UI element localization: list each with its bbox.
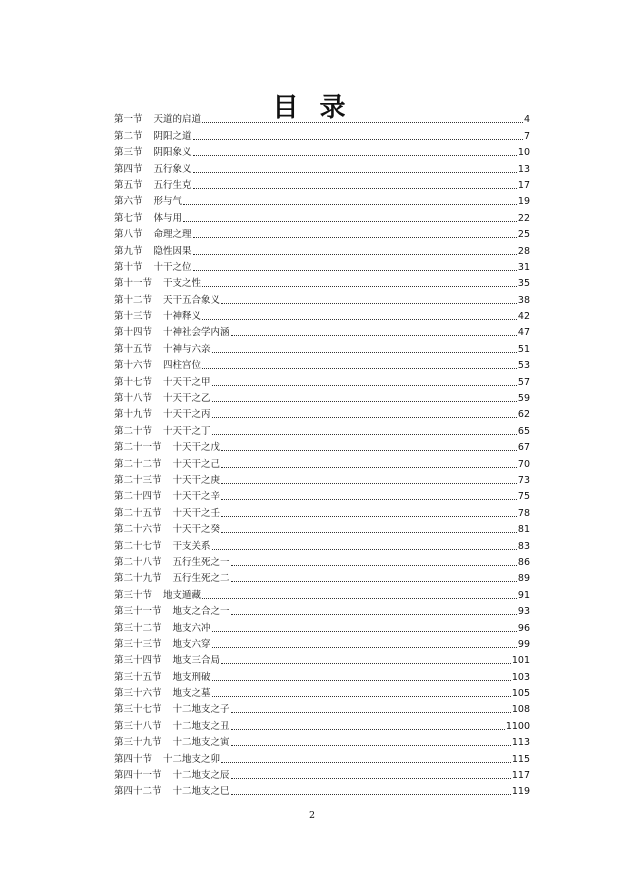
toc-section-number: 第三十八节	[114, 720, 162, 732]
toc-heading: 四柱宫位	[163, 360, 202, 372]
toc-page-number: 7	[523, 130, 530, 142]
toc-page-number: 113	[511, 737, 530, 749]
toc-entry[interactable]	[114, 651, 530, 667]
toc-dot-leader	[202, 368, 517, 369]
toc-entry[interactable]	[114, 339, 530, 355]
toc-page-number: 75	[517, 491, 530, 503]
toc-page-number: 13	[517, 163, 530, 175]
toc-page-number: 93	[517, 606, 530, 618]
toc-entry[interactable]	[114, 307, 530, 323]
toc-heading: 十天干之戊	[172, 442, 221, 454]
toc-section-number: 第三十七节	[114, 704, 162, 716]
toc-section-number: 第四十一节	[114, 770, 162, 782]
toc-heading: 体与用	[153, 212, 183, 224]
toc-page-number: 78	[517, 507, 530, 519]
toc-section-number: 第三十一节	[114, 606, 162, 618]
toc-heading: 地支六穿	[172, 638, 211, 650]
toc-section-number: 第三十二节	[114, 622, 162, 634]
toc-dot-leader	[212, 549, 517, 550]
toc-entry[interactable]	[114, 635, 530, 651]
toc-entry[interactable]	[114, 487, 530, 503]
toc-page-number: 47	[517, 327, 530, 339]
toc-page-number: 89	[517, 573, 530, 585]
toc-entry[interactable]	[114, 143, 530, 159]
toc-entry[interactable]	[114, 225, 530, 241]
toc-section-number: 第一节	[114, 114, 143, 126]
toc-heading: 地支之合之一	[172, 606, 230, 618]
toc-heading: 阴阳之道	[153, 130, 192, 142]
toc-page-number: 81	[517, 524, 530, 536]
toc-page-number: 105	[511, 688, 530, 700]
toc-dot-leader	[221, 499, 517, 500]
toc-dot-leader	[212, 401, 517, 402]
toc-entry[interactable]	[114, 471, 530, 487]
toc-page-number: 22	[517, 212, 530, 224]
toc-section-number: 第八节	[114, 229, 143, 241]
toc-entry[interactable]	[114, 356, 530, 372]
toc-section-number: 第五节	[114, 179, 143, 191]
toc-heading: 地支之墓	[172, 688, 211, 700]
toc-page-number: 28	[517, 245, 530, 257]
toc-heading: 十二地支之子	[172, 704, 230, 716]
toc-page-number: 103	[511, 671, 530, 683]
toc-page-number: 108	[511, 704, 530, 716]
toc-entry[interactable]	[114, 274, 530, 290]
toc-page-number: 99	[517, 638, 530, 650]
toc-page-number: 117	[511, 770, 530, 782]
toc-dot-leader	[202, 286, 517, 287]
toc-dot-leader	[231, 794, 511, 795]
toc-section-number: 第六节	[114, 196, 143, 208]
toc-dot-leader	[221, 303, 517, 304]
toc-heading: 五行生克	[153, 179, 192, 191]
toc-section-number: 第三十五节	[114, 671, 162, 683]
toc-section-number: 第三十六节	[114, 688, 162, 700]
toc-dot-leader	[202, 122, 523, 123]
toc-heading: 十二地支之丑	[172, 720, 230, 732]
toc-section-number: 第四十二节	[114, 786, 162, 798]
toc-heading: 十天干之丁	[163, 425, 211, 437]
toc-dot-leader	[212, 434, 517, 435]
toc-page-number: 35	[517, 278, 530, 290]
toc-entry[interactable]	[114, 667, 530, 683]
toc-entry[interactable]	[114, 438, 530, 454]
toc-section-number: 第三节	[114, 147, 143, 159]
toc-heading: 五行象义	[153, 163, 192, 175]
toc-dot-leader	[193, 270, 517, 271]
toc-section-number: 第二节	[114, 130, 143, 142]
toc-dot-leader	[193, 155, 517, 156]
toc-dot-leader	[212, 417, 517, 418]
toc-page-number: 10	[517, 147, 530, 159]
toc-page-number: 65	[517, 425, 530, 437]
toc-page-number: 25	[517, 229, 530, 241]
toc-section-number: 第九节	[114, 245, 143, 257]
toc-heading: 十天干之壬	[172, 507, 221, 519]
toc-section-number: 第四十节	[114, 753, 153, 765]
toc-section-number: 第十九节	[114, 409, 153, 421]
toc-entry[interactable]	[114, 618, 530, 634]
toc-heading: 十二地支之寅	[172, 737, 230, 749]
toc-page-number: 101	[511, 655, 530, 667]
toc-section-number: 第十五节	[114, 343, 153, 355]
toc-heading: 地支刑破	[172, 671, 211, 683]
toc-section-number: 第三十节	[114, 589, 153, 601]
toc-heading: 隐性因果	[153, 245, 192, 257]
toc-section-number: 第二十三节	[114, 474, 162, 486]
toc-page-number: 67	[517, 442, 530, 454]
toc-section-number: 第二十五节	[114, 507, 162, 519]
table-of-contents	[114, 110, 530, 798]
toc-entry[interactable]	[114, 602, 530, 618]
toc-page-number: 19	[517, 196, 530, 208]
toc-heading: 五行生死之二	[172, 573, 230, 585]
toc-section-number: 第十一节	[114, 278, 153, 290]
toc-section-number: 第七节	[114, 212, 143, 224]
toc-dot-leader	[231, 614, 517, 615]
toc-entry[interactable]	[114, 258, 530, 274]
toc-dot-leader	[212, 680, 511, 681]
toc-dot-leader	[231, 335, 517, 336]
toc-entry[interactable]	[114, 323, 530, 339]
toc-heading: 形与气	[153, 196, 183, 208]
page-title: 目 录	[272, 93, 352, 124]
toc-entry[interactable]	[114, 585, 530, 601]
toc-dot-leader	[231, 581, 517, 582]
toc-entry[interactable]	[114, 503, 530, 519]
toc-dot-leader	[193, 254, 517, 255]
toc-section-number: 第二十节	[114, 425, 153, 437]
toc-heading: 十神释义	[163, 311, 202, 323]
toc-dot-leader	[221, 467, 517, 468]
toc-page-number: 59	[517, 393, 530, 405]
toc-entry[interactable]	[114, 110, 530, 126]
toc-section-number: 第十八节	[114, 393, 153, 405]
toc-heading: 阴阳象义	[153, 147, 192, 159]
toc-section-number: 第二十九节	[114, 573, 162, 585]
toc-heading: 十天干之辛	[172, 491, 221, 503]
toc-heading: 天道的启道	[153, 114, 202, 126]
toc-dot-leader	[231, 712, 511, 713]
toc-entry[interactable]	[114, 372, 530, 388]
toc-heading: 十二地支之巳	[172, 786, 230, 798]
toc-page-number: 91	[517, 589, 530, 601]
toc-page-number: 53	[517, 360, 530, 372]
toc-page-number: 62	[517, 409, 530, 421]
toc-heading: 十天干之甲	[163, 376, 211, 388]
toc-page-number: 1100	[505, 720, 530, 732]
toc-section-number: 第二十七节	[114, 540, 162, 552]
toc-dot-leader	[221, 450, 517, 451]
toc-entry[interactable]	[114, 766, 530, 782]
toc-dot-leader	[212, 696, 511, 697]
toc-section-number: 第十七节	[114, 376, 153, 388]
toc-heading: 十天干之庚	[172, 474, 221, 486]
toc-dot-leader	[193, 237, 517, 238]
toc-heading: 十干之位	[153, 261, 192, 273]
toc-heading: 地支三合局	[172, 655, 221, 667]
toc-heading: 地支六冲	[172, 622, 211, 634]
toc-entry[interactable]	[114, 733, 530, 749]
toc-page-number: 57	[517, 376, 530, 388]
toc-entry[interactable]	[114, 405, 530, 421]
toc-dot-leader	[202, 319, 517, 320]
toc-entry[interactable]	[114, 782, 530, 798]
toc-section-number: 第三十四节	[114, 655, 162, 667]
toc-section-number: 第十六节	[114, 360, 153, 372]
toc-dot-leader	[231, 729, 505, 730]
toc-page-number: 83	[517, 540, 530, 552]
toc-entry[interactable]	[114, 684, 530, 700]
toc-page-number: 96	[517, 622, 530, 634]
toc-dot-leader	[183, 221, 517, 222]
toc-dot-leader	[193, 139, 523, 140]
toc-heading: 干支关系	[172, 540, 211, 552]
toc-heading: 天干五合象义	[163, 294, 221, 306]
toc-page-number: 42	[517, 311, 530, 323]
toc-section-number: 第十三节	[114, 311, 153, 323]
toc-page-number: 17	[517, 179, 530, 191]
toc-entry[interactable]	[114, 569, 530, 585]
toc-entry[interactable]	[114, 192, 530, 208]
toc-dot-leader	[183, 204, 517, 205]
toc-section-number: 第二十六节	[114, 524, 162, 536]
toc-dot-leader	[221, 516, 517, 517]
toc-heading: 十天干之乙	[163, 393, 211, 405]
toc-heading: 命理之理	[153, 229, 192, 241]
toc-section-number: 第十二节	[114, 294, 153, 306]
toc-page-number: 73	[517, 474, 530, 486]
toc-entry[interactable]	[114, 716, 530, 732]
toc-dot-leader	[193, 188, 517, 189]
toc-entry[interactable]	[114, 159, 530, 175]
toc-section-number: 第二十二节	[114, 458, 162, 470]
toc-page-number: 31	[517, 261, 530, 273]
toc-dot-leader	[221, 663, 511, 664]
toc-page-number: 86	[517, 556, 530, 568]
toc-dot-leader	[221, 483, 517, 484]
toc-page-number: 70	[517, 458, 530, 470]
toc-dot-leader	[221, 762, 511, 763]
toc-entry[interactable]	[114, 126, 530, 142]
toc-heading: 十神社会学内涵	[163, 327, 230, 339]
toc-heading: 干支之性	[163, 278, 202, 290]
toc-heading: 地支遁藏	[163, 589, 202, 601]
toc-entry[interactable]	[114, 520, 530, 536]
toc-dot-leader	[231, 565, 517, 566]
toc-entry[interactable]	[114, 454, 530, 470]
toc-page-number: 115	[511, 753, 530, 765]
toc-heading: 十天干之癸	[172, 524, 221, 536]
toc-dot-leader	[193, 172, 517, 173]
toc-heading: 五行生死之一	[172, 556, 230, 568]
toc-dot-leader	[221, 532, 517, 533]
toc-dot-leader	[212, 385, 517, 386]
toc-entry[interactable]	[114, 536, 530, 552]
toc-page-number: 38	[517, 294, 530, 306]
toc-page-number: 4	[523, 114, 530, 126]
toc-entry[interactable]	[114, 700, 530, 716]
toc-page-number: 51	[517, 343, 530, 355]
toc-heading: 十二地支之卯	[163, 753, 221, 765]
toc-dot-leader	[231, 778, 511, 779]
toc-entry[interactable]	[114, 389, 530, 405]
toc-section-number: 第三十三节	[114, 638, 162, 650]
toc-page-number: 119	[511, 786, 530, 798]
toc-dot-leader	[212, 647, 517, 648]
toc-entry[interactable]	[114, 208, 530, 224]
toc-heading: 十二地支之辰	[172, 770, 230, 782]
toc-section-number: 第二十四节	[114, 491, 162, 503]
toc-dot-leader	[231, 745, 511, 746]
toc-section-number: 第三十九节	[114, 737, 162, 749]
toc-dot-leader	[212, 631, 517, 632]
page-number: 2	[308, 810, 316, 821]
toc-section-number: 第十节	[114, 261, 143, 273]
toc-dot-leader	[212, 352, 517, 353]
toc-entry[interactable]	[114, 290, 530, 306]
toc-heading: 十天干之丙	[163, 409, 211, 421]
toc-entry[interactable]	[114, 749, 530, 765]
toc-entry[interactable]	[114, 241, 530, 257]
toc-section-number: 第二十八节	[114, 556, 162, 568]
toc-entry[interactable]	[114, 176, 530, 192]
toc-heading: 十天干之己	[172, 458, 221, 470]
toc-section-number: 第十四节	[114, 327, 153, 339]
toc-entry[interactable]	[114, 421, 530, 437]
toc-section-number: 第四节	[114, 163, 143, 175]
toc-section-number: 第二十一节	[114, 442, 162, 454]
toc-entry[interactable]	[114, 553, 530, 569]
toc-dot-leader	[202, 598, 517, 599]
toc-heading: 十神与六亲	[163, 343, 211, 355]
